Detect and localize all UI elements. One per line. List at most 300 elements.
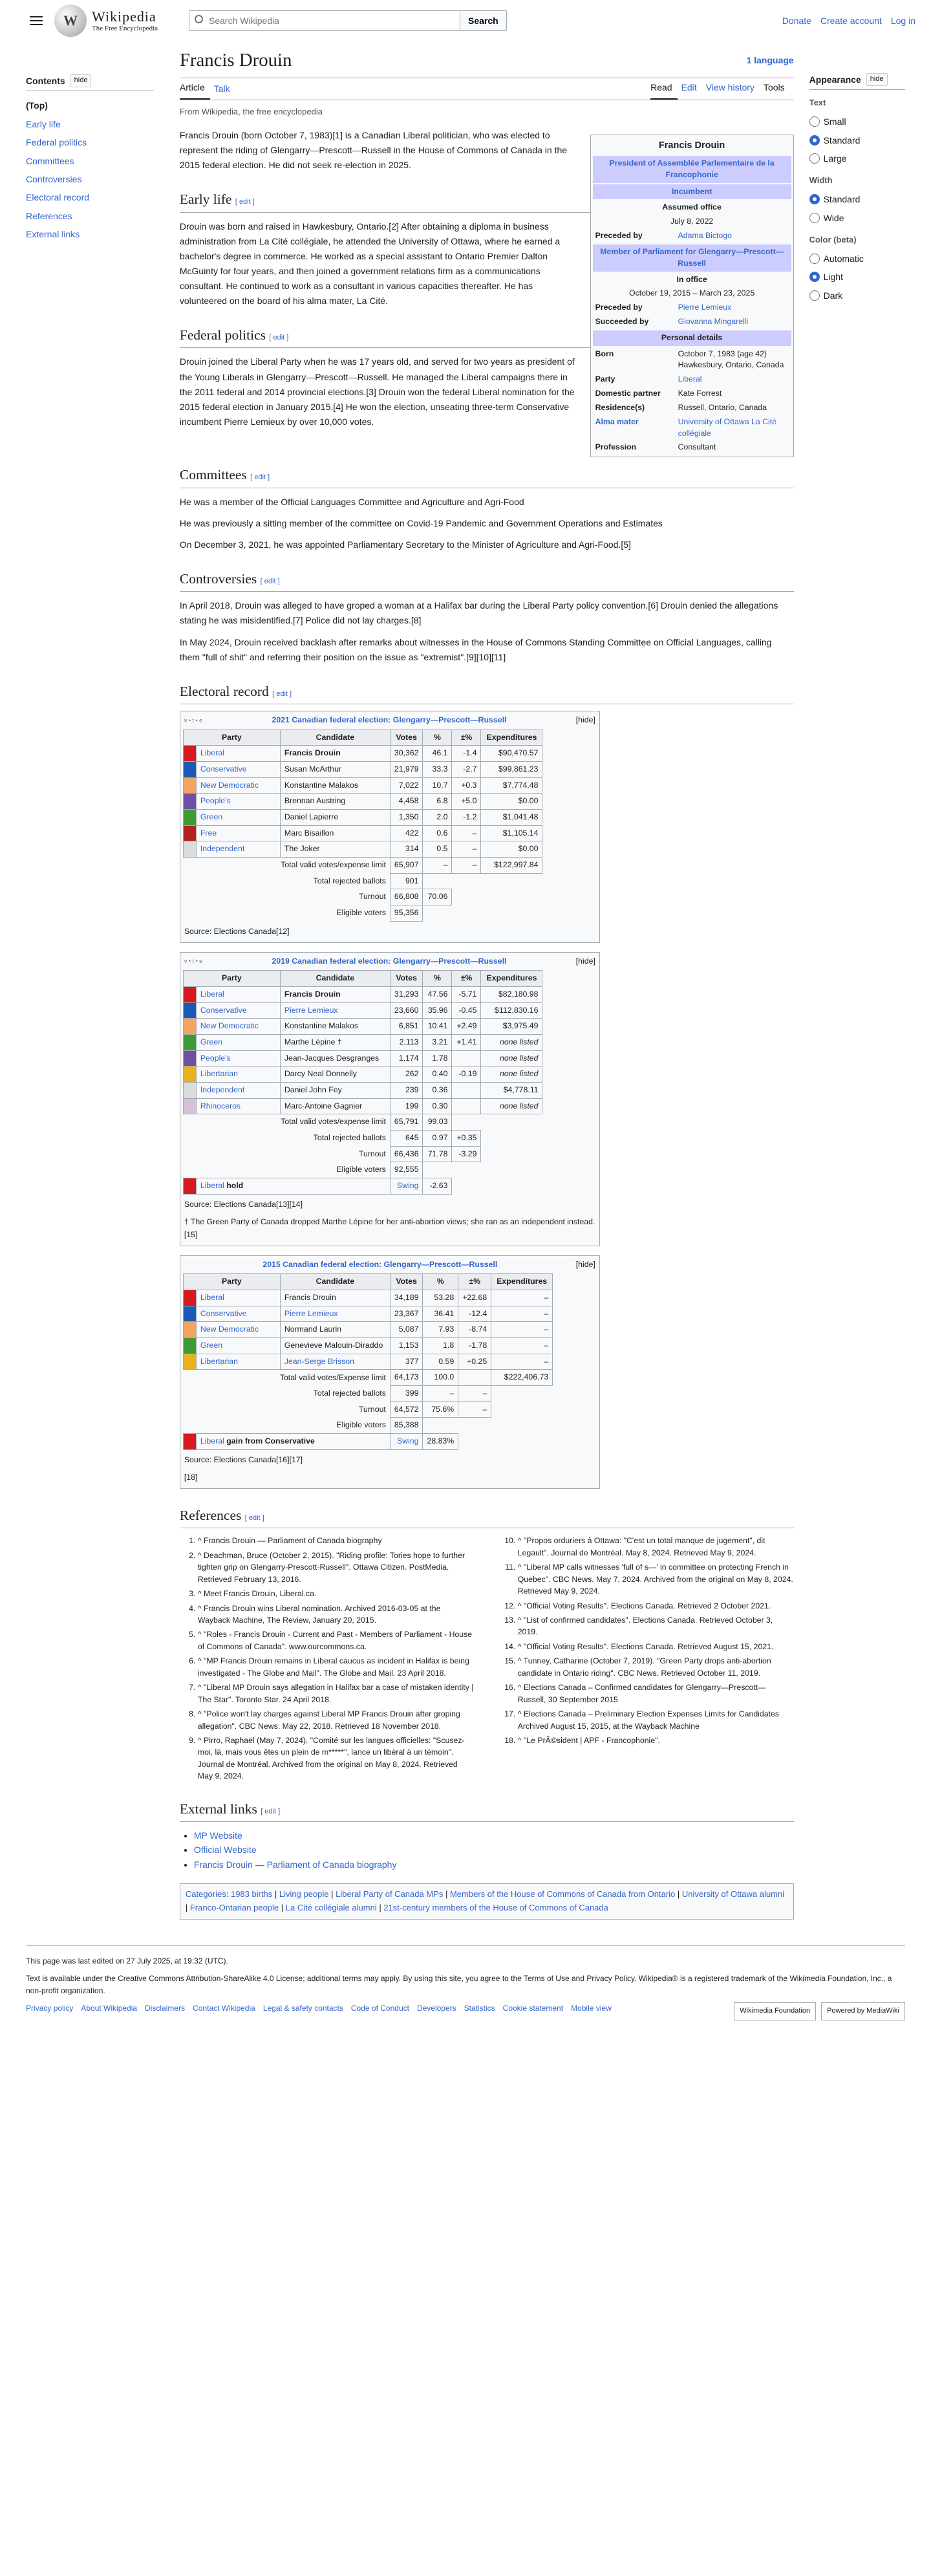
totals-label: Turnout [358, 1149, 386, 1158]
party-cell [196, 1082, 280, 1098]
reference-item: 9. ^ Pirro, Raphaël (May 7, 2024). "Comité sur les langues officielles: "Scusez-moi, là, mais vous êtes un plein de m*****", lance un libéral à un témoin". Journal de Montréal. Archived from the original on May 8, 2024. Retrieved May 9, 2024. [198, 1735, 474, 1782]
candidate-row [183, 1354, 552, 1370]
totals-label: Total valid votes/Expense limit [279, 1372, 386, 1382]
candidate-row [183, 777, 542, 794]
totals-v: 645 [390, 1130, 423, 1146]
party-color-swatch [183, 1178, 196, 1194]
infobox-key: Born [595, 349, 614, 358]
totals-row [183, 889, 542, 905]
appearance-option[interactable] [809, 209, 905, 227]
create-account-link[interactable]: Create account [820, 15, 882, 26]
exp-cell: none listed [481, 1066, 542, 1083]
chg-cell: +0.3 [452, 777, 481, 794]
votes-cell: 239 [390, 1082, 423, 1098]
heading-text: Federal politics [179, 327, 266, 343]
totals-p: 70.06 [423, 889, 452, 905]
candidate-cell: Konstantine Malakos [280, 777, 390, 794]
swing-value: 28.83% [423, 1433, 458, 1449]
reference-item: 16. ^ Elections Canada – Confirmed candidates for Glengarry—Prescott—Russell, 30 September 2015 [518, 1682, 794, 1705]
candidate-row [183, 1082, 542, 1098]
radio-icon[interactable] [809, 290, 820, 301]
footer-link[interactable]: Mobile view [571, 2004, 612, 2013]
heading-text: References [179, 1508, 242, 1523]
hide-table-button[interactable]: [hide] [575, 956, 595, 966]
candidate-cell: Normand Laurin [280, 1322, 390, 1338]
totals-c: – [458, 1385, 491, 1402]
footer-link[interactable]: Code of Conduct [350, 2004, 409, 2013]
exp-cell: $7,774.48 [481, 777, 542, 794]
reference-item: 12. ^ "Official Voting Results". Elections Canada. Retrieved 2 October 2021. [518, 1600, 794, 1612]
option-label: Standard [823, 135, 861, 146]
exp-cell: – [491, 1337, 553, 1354]
chg-cell [452, 1082, 481, 1098]
election-caption [180, 711, 599, 727]
category-link[interactable]: Living people [279, 1889, 329, 1900]
totals-v: 66,808 [390, 889, 423, 905]
footer-link[interactable]: Cookie statement [502, 2004, 564, 2013]
wordmark: Wikipedia [92, 8, 156, 25]
tab-article[interactable]: Article [180, 80, 210, 100]
radio-icon[interactable] [809, 272, 820, 282]
appearance-option[interactable] [809, 113, 905, 131]
totals-e [481, 873, 542, 889]
reference-item: 8. ^ "Police won't lay charges against Liberal MP Francis Drouin after groping allegation". CBC News. May 22, 2018. Retrieved 18 November 2018. [198, 1708, 474, 1732]
candidate-cell: Francis Drouin [280, 746, 390, 762]
tagline: The Free Encyclopedia [92, 25, 158, 33]
swing-label[interactable]: Swing [390, 1178, 423, 1194]
appearance-option[interactable] [809, 131, 905, 149]
election-source: Source: Elections Canada[13][14] [184, 1199, 303, 1209]
totals-c: – [458, 1402, 491, 1418]
party-color-swatch [183, 1337, 196, 1354]
appearance-option[interactable] [809, 190, 905, 208]
paragraph: Drouin was born and raised in Hawkesbury, Ontario.[2] After obtaining a diploma in business administration from La Cité collégiale, he attended the University of Ottawa, where he earned a bachelor's degree in commerce. He worked as a special assistant to Ontario Premier Dalton McGuinty for four years, and then joined a government relations firm as a communications consultant. He continued to work as a consultant in various capacities thereafter. He has volunteered on the board of his alma mater, La Cité. [179, 221, 561, 306]
toc-item[interactable]: Federal politics [26, 137, 87, 148]
infobox-key: Preceded by [595, 231, 643, 241]
totals-row [183, 905, 542, 922]
candidate-row [183, 794, 542, 810]
party-cell [196, 746, 280, 762]
chg-cell: -12.4 [458, 1306, 491, 1322]
mediawiki-badge[interactable]: Powered by MediaWiki [821, 2002, 905, 2020]
paragraph: On December 3, 2021, he was appointed Parliamentary Secretary to the Minister of Agriculture and Agri-Food.[5] [179, 539, 631, 550]
party-cell [196, 810, 280, 826]
appearance-group-label: Color (beta) [809, 234, 857, 244]
categories-label[interactable]: Categories: [185, 1889, 229, 1900]
category-link[interactable]: Franco-Ontarian people [189, 1903, 279, 1913]
edit-section-link[interactable]: [ edit ] [261, 1807, 281, 1815]
reference-item: 11. ^ "Liberal MP calls witnesses 'full of s—' in committee on protecting French in Quebec". CBC News. May 7, 2024. Archived from the original on May 8, 2024. Retrieved May 9, 2024. [518, 1561, 794, 1597]
candidate-cell: Jean-Jacques Desgranges [280, 1050, 390, 1066]
category-link[interactable]: Liberal Party of Canada MPs [336, 1889, 444, 1900]
totals-e [491, 1402, 553, 1418]
candidate-cell[interactable]: Pierre Lemieux [280, 1306, 390, 1322]
infobox-in-office: In office [676, 274, 707, 284]
vte-links[interactable]: v • t • e [184, 717, 203, 724]
hide-table-button[interactable]: [hide] [575, 715, 595, 725]
party-color-swatch [183, 1082, 196, 1098]
votes-cell: 262 [390, 1066, 423, 1083]
party-color-swatch [183, 777, 196, 794]
last-edited: This page was last edited on 27 July 2025, at 19:32 (UTC). [26, 1956, 228, 1965]
party-color-swatch [183, 1306, 196, 1322]
chg-cell: -1.4 [452, 746, 481, 762]
heading-text: Electoral record [179, 683, 269, 699]
totals-v: 95,356 [390, 905, 423, 922]
infobox-assumed: Assumed office [662, 202, 722, 212]
column-header: % [423, 730, 452, 746]
tab-history[interactable]: View history [705, 81, 754, 92]
search-input[interactable] [189, 10, 460, 31]
candidate-row [183, 841, 542, 858]
footer-link[interactable]: Disclaimers [145, 2004, 186, 2013]
column-header: ±% [458, 1274, 491, 1290]
totals-label: Total valid votes/expense limit [281, 1117, 386, 1127]
candidate-cell[interactable]: Jean-Serge Brisson [280, 1354, 390, 1370]
reference-item: 7. ^ "Liberal MP Drouin says allegation in Halifax bar a case of mistaken identity | The Star". Toronto Star. 24 April 2018. [198, 1682, 474, 1705]
footer-link[interactable]: Contact Wikipedia [193, 2004, 255, 2013]
party-cell [196, 1354, 280, 1370]
votes-cell: 377 [390, 1354, 423, 1370]
page-title [180, 41, 794, 78]
chg-cell: – [452, 825, 481, 841]
footer-link[interactable]: Legal & safety contacts [262, 2004, 343, 2013]
candidate-cell: The Joker [280, 841, 390, 858]
votes-cell: 7,022 [390, 777, 423, 794]
result-party-link[interactable]: Liberal [200, 1436, 224, 1445]
edit-section-link[interactable]: [ edit ] [272, 689, 292, 698]
reference-item: 17. ^ Elections Canada – Preliminary Election Expenses Limits for Candidates Archived August 15, 2015, at the Wayback Machine [518, 1708, 794, 1732]
edit-section-link[interactable]: [ edit ] [235, 198, 255, 206]
party-link[interactable]: New Democratic [200, 1021, 259, 1031]
option-label: Automatic [823, 253, 864, 264]
party-link[interactable]: People's [200, 1053, 231, 1063]
candidate-row [183, 1337, 552, 1354]
reference-item: 2. ^ Deachman, Bruce (October 2, 2015). "Riding profile: Tories hope to further tighten grip on Glengarry-Prescott-Russell". Ottawa Citizen. PostMedia. Retrieved February 13, 2016. [198, 1550, 474, 1585]
column-header: Candidate [280, 1274, 390, 1290]
vte-links[interactable]: v • t • e [184, 958, 203, 965]
totals-label: Eligible voters [336, 908, 386, 918]
infobox-key: Succeeded by [595, 316, 649, 326]
main-menu-icon[interactable] [26, 10, 47, 31]
election-table [180, 1255, 600, 1489]
party-link[interactable]: Independent [200, 844, 245, 854]
exp-cell: none listed [481, 1034, 542, 1050]
candidate-cell: Francis Drouin [280, 986, 390, 1002]
option-label: Light [823, 272, 843, 283]
party-link[interactable]: Conservative [200, 1005, 247, 1015]
toc-item[interactable]: Early life [26, 118, 61, 129]
license-text: Text is available under the Creative Commons Attribution-ShareAlike 4.0 License; additional terms may apply. By using this site, you agree to the Terms of Use and Privacy Policy. Wikipedia® is a registered trademark of the Wikimedia Foundation, Inc., a non-profit organization. [26, 1974, 892, 1996]
totals-c: -3.29 [452, 1146, 481, 1162]
party-link[interactable]: Independent [200, 1085, 245, 1094]
party-cell [196, 1050, 280, 1066]
party-color-swatch [183, 1002, 196, 1019]
column-header: Votes [390, 1274, 423, 1290]
reference-item: 14. ^ "Official Voting Results". Elections Canada. Retrieved August 15, 2021. [518, 1641, 794, 1652]
exp-cell: $90,470.57 [481, 746, 542, 762]
category-link[interactable]: 21st-century members of the House of Commons of Canada [383, 1903, 608, 1913]
totals-label: Turnout [358, 1404, 386, 1414]
party-link[interactable]: Liberal [200, 1292, 224, 1302]
radio-icon[interactable] [809, 194, 820, 204]
candidate-cell: Susan McArthur [280, 762, 390, 778]
result-party-link[interactable]: Liberal [200, 1180, 224, 1190]
totals-label: Eligible voters [336, 1420, 386, 1430]
pct-cell: 10.7 [423, 777, 452, 794]
infobox-value: October 7, 1983 (age 42) Hawkesbury, Ontario, Canada [678, 349, 784, 370]
chg-cell: -1.78 [458, 1337, 491, 1354]
candidate-row [183, 1066, 542, 1083]
party-cell [196, 1290, 280, 1306]
radio-icon[interactable] [809, 116, 820, 127]
toc-item[interactable]: Electoral record [26, 192, 90, 203]
radio-icon[interactable] [809, 135, 820, 146]
election-title[interactable]: 2021 Canadian federal election: Glengarry—Prescott—Russell [272, 715, 507, 725]
totals-e [481, 1114, 542, 1131]
party-link[interactable]: New Democratic [200, 1325, 259, 1334]
infobox-value[interactable]: Pierre Lemieux [678, 303, 732, 312]
page-footer [26, 1945, 905, 2041]
toc-title: Contents [26, 76, 65, 86]
search-icon [195, 15, 203, 23]
footer-link[interactable]: About Wikipedia [81, 2004, 138, 2013]
toc-item[interactable]: External links [26, 229, 80, 240]
party-link[interactable]: Green [200, 1340, 223, 1350]
hide-table-button[interactable]: [hide] [575, 1259, 595, 1269]
candidate-cell: Marc Bisaillon [280, 825, 390, 841]
party-cell [196, 841, 280, 858]
section-heading [180, 1798, 794, 1822]
candidate-cell[interactable]: Pierre Lemieux [280, 1002, 390, 1019]
totals-p: – [423, 858, 452, 874]
toc-item[interactable]: References [26, 210, 72, 221]
candidate-cell: Genevieve Malouin-Diraddo [280, 1337, 390, 1354]
external-link[interactable]: Francis Drouin — Parliament of Canada biography [193, 1859, 397, 1870]
category-link[interactable]: Members of the House of Commons of Canada from Ontario [449, 1889, 676, 1900]
votes-cell: 1,174 [390, 1050, 423, 1066]
infobox-value[interactable]: Adama Bictogo [678, 231, 732, 241]
infobox-role[interactable]: President of Assemblée Parlementaire de la Francophonie [593, 156, 791, 183]
results-table [183, 970, 543, 1194]
infobox-key: Party [595, 374, 615, 384]
candidate-row [183, 1050, 542, 1066]
appearance-group-label: Width [809, 175, 833, 186]
swing-label[interactable]: Swing [390, 1433, 423, 1449]
external-link[interactable]: MP Website [193, 1830, 242, 1841]
infobox-key: Profession [595, 442, 637, 452]
party-link[interactable]: People's [200, 796, 231, 806]
infobox-key[interactable]: Alma mater [595, 417, 639, 426]
infobox-role[interactable]: Member of Parliament for Glengarry—Prescott—Russell [593, 244, 791, 272]
edit-section-link[interactable]: [ edit ] [260, 577, 280, 585]
votes-cell: 34,189 [390, 1290, 423, 1306]
party-cell [196, 1098, 280, 1114]
appearance-option[interactable] [809, 268, 905, 286]
donate-link[interactable]: Donate [782, 15, 811, 26]
heading-text: External links [179, 1801, 257, 1817]
chg-cell: +5.0 [452, 794, 481, 810]
category-link[interactable]: University of Ottawa alumni [681, 1889, 785, 1900]
party-link[interactable]: Conservative [200, 764, 247, 774]
footer-link[interactable]: Developers [416, 2004, 456, 2013]
candidate-cell: Brennan Austring [280, 794, 390, 810]
chg-cell: -0.45 [452, 1002, 481, 1019]
totals-v: 64,572 [390, 1402, 423, 1418]
exp-cell: – [491, 1322, 553, 1338]
pct-cell: 0.59 [423, 1354, 458, 1370]
login-link[interactable]: Log in [890, 15, 915, 26]
toc-hide-button[interactable]: hide [70, 74, 92, 87]
section-heading [180, 680, 794, 704]
result-cell [196, 1178, 390, 1194]
appearance-hide-button[interactable]: hide [866, 73, 888, 86]
tab-read[interactable]: Read [650, 80, 677, 100]
chg-cell: -8.74 [458, 1322, 491, 1338]
exp-cell: $0.00 [481, 794, 542, 810]
party-link[interactable]: Conservative [200, 1308, 247, 1318]
edit-section-link[interactable]: [ edit ] [269, 334, 289, 342]
candidate-cell: Darcy Neal Donnelly [280, 1066, 390, 1083]
party-link[interactable]: Rhinoceros [200, 1101, 241, 1110]
candidate-row [183, 1019, 542, 1035]
section-heading [180, 568, 794, 592]
party-link[interactable]: Free [200, 828, 217, 838]
party-link[interactable]: Libertarian [200, 1356, 238, 1366]
infobox-incumbent[interactable]: Incumbent [593, 184, 791, 200]
appearance-option[interactable] [809, 149, 905, 168]
radio-icon[interactable] [809, 254, 820, 264]
column-header: Candidate [280, 730, 390, 746]
totals-e [481, 1146, 542, 1162]
result-row [183, 1433, 552, 1449]
reference-item: 3. ^ Meet Francis Drouin, Liberal.ca. [198, 1588, 474, 1599]
election-caption [180, 1256, 599, 1272]
paragraph: In April 2018, Drouin was alleged to have groped a woman at a Halifax bar during the Liberal Party policy convention.[6] Drouin denied the allegations stating he was misidentified.[7] Police did not lay charges.[8] [179, 600, 778, 626]
tab-talk[interactable]: Talk [213, 83, 230, 94]
category-link[interactable]: La Cité collégiale alumni [285, 1903, 377, 1913]
column-header: Expenditures [491, 1274, 553, 1290]
party-link[interactable]: New Democratic [200, 780, 259, 790]
totals-p: 0.97 [423, 1130, 452, 1146]
totals-label: Total rejected ballots [313, 1388, 386, 1398]
column-header: ±% [452, 730, 481, 746]
radio-icon[interactable] [809, 213, 820, 223]
infobox-value[interactable]: Liberal [678, 374, 702, 384]
party-link[interactable]: Liberal [200, 748, 224, 758]
election-title[interactable]: 2019 Canadian federal election: Glengarry—Prescott—Russell [272, 956, 507, 966]
infobox-value: Russell, Ontario, Canada [678, 402, 767, 412]
appearance-option[interactable] [809, 250, 905, 268]
exp-cell: $0.00 [481, 841, 542, 858]
election-source: Source: Elections Canada[16][17] [184, 1455, 303, 1464]
tagline-from: From Wikipedia, the free encyclopedia [179, 107, 323, 117]
party-link[interactable]: Liberal [200, 989, 224, 999]
candidate-row [183, 1322, 552, 1338]
footer-link[interactable]: Statistics [464, 2004, 495, 2013]
exp-cell: $99,861.23 [481, 762, 542, 778]
infobox-value: Kate Forrest [678, 389, 722, 398]
appearance-option[interactable] [809, 287, 905, 305]
column-header: Votes [390, 971, 423, 987]
party-link[interactable]: Green [200, 812, 223, 822]
exp-cell: $4,778.11 [481, 1082, 542, 1098]
paragraph: He was previously a sitting member of the committee on Covid-19 Pandemic and Government Operations and Estimates [179, 517, 663, 528]
appearance-group-label: Text [809, 98, 826, 108]
party-cell [196, 986, 280, 1002]
party-cell [196, 1019, 280, 1035]
exp-cell: $82,180.98 [481, 986, 542, 1002]
totals-v: 65,791 [390, 1114, 423, 1131]
pct-cell: 10.41 [423, 1019, 452, 1035]
wikipedia-logo[interactable] [54, 5, 158, 37]
votes-cell: 5,087 [390, 1322, 423, 1338]
candidate-row [183, 746, 542, 762]
chg-cell: +1.41 [452, 1034, 481, 1050]
party-color-swatch [183, 825, 196, 841]
votes-cell: 199 [390, 1098, 423, 1114]
category-link[interactable]: 1983 births [230, 1889, 273, 1900]
edit-section-link[interactable]: [ edit ] [250, 473, 270, 482]
chg-cell: +2.49 [452, 1019, 481, 1035]
totals-label: Total valid votes/expense limit [281, 860, 386, 870]
chg-cell [452, 1050, 481, 1066]
chg-cell: -0.19 [452, 1066, 481, 1083]
column-header: % [423, 971, 452, 987]
toc-item[interactable]: Controversies [26, 173, 82, 184]
footer-link[interactable]: Privacy policy [26, 2004, 74, 2013]
party-link[interactable]: Libertarian [200, 1069, 238, 1079]
exp-cell: – [491, 1290, 553, 1306]
search-button[interactable]: Search [460, 10, 507, 31]
totals-v: 399 [390, 1385, 423, 1402]
toc-item[interactable]: (Top) [26, 100, 48, 111]
tab-edit[interactable]: Edit [681, 81, 697, 92]
appearance-title: Appearance [809, 74, 861, 85]
candidate-cell: Francis Drouin [280, 1290, 390, 1306]
party-link[interactable]: Green [200, 1037, 223, 1046]
external-link[interactable]: Official Website [193, 1845, 257, 1856]
wikimedia-badge[interactable]: Wikimedia Foundation [734, 2002, 816, 2020]
infobox-value[interactable]: University of Ottawa La Cité collégiale [678, 417, 776, 438]
edit-section-link[interactable]: [ edit ] [244, 1514, 264, 1522]
toc-item[interactable]: Committees [26, 155, 74, 166]
result-suffix: gain from Conservative [226, 1436, 315, 1445]
tools-menu[interactable]: Tools [763, 81, 785, 92]
pct-cell: 1.78 [423, 1050, 452, 1066]
candidate-row [183, 986, 542, 1002]
totals-v: 66,436 [390, 1146, 423, 1162]
totals-e [481, 1162, 542, 1178]
election-note: [18] [184, 1473, 198, 1482]
totals-row [183, 873, 542, 889]
totals-p: 75.6% [423, 1402, 458, 1418]
language-button[interactable]: 1 language [746, 54, 794, 65]
totals-v: 85,388 [390, 1418, 423, 1434]
infobox-value[interactable]: Giovanna Mingarelli [678, 316, 749, 326]
reference-list [180, 1535, 794, 1782]
party-cell [196, 777, 280, 794]
pct-cell: 36.41 [423, 1306, 458, 1322]
election-title[interactable]: 2015 Canadian federal election: Glengarry—Prescott—Russell [262, 1259, 498, 1269]
result-suffix: hold [226, 1180, 244, 1190]
radio-icon[interactable] [809, 153, 820, 164]
totals-row [183, 1146, 542, 1162]
votes-cell: 31,293 [390, 986, 423, 1002]
pct-cell: 0.5 [423, 841, 452, 858]
party-cell [196, 762, 280, 778]
candidate-row [183, 810, 542, 826]
